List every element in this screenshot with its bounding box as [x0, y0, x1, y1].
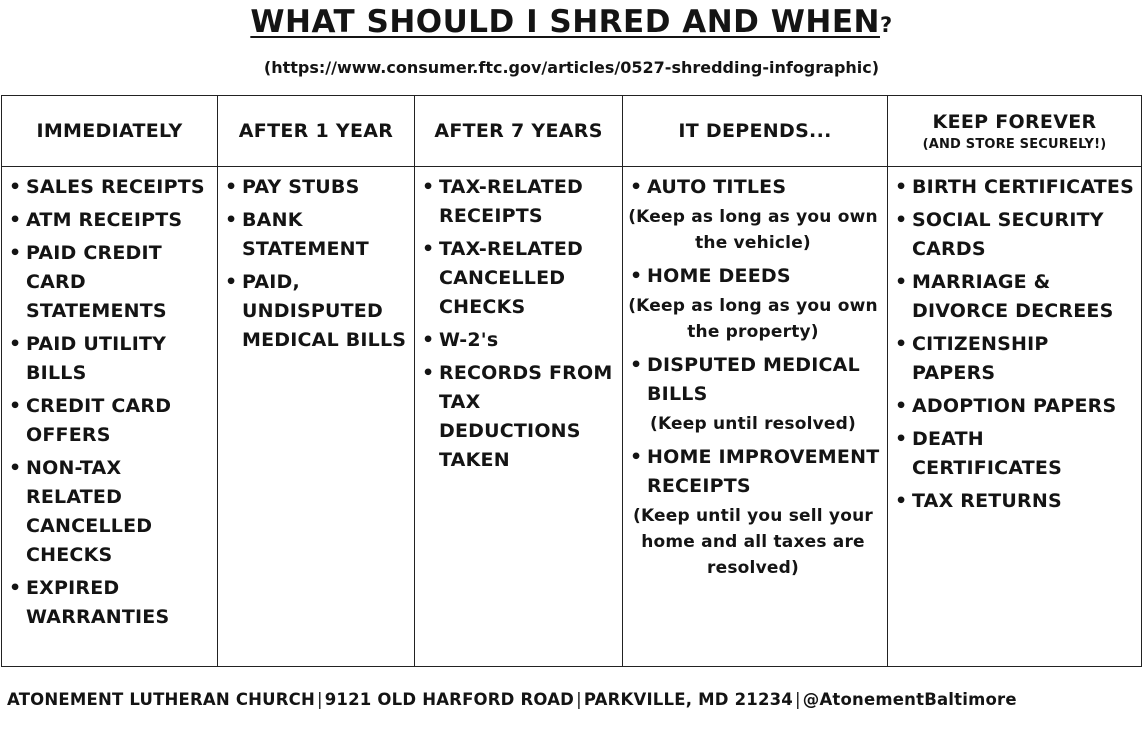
list-item — [623, 173, 883, 202]
bullet-icon: • — [895, 209, 908, 231]
column-heading-immediately — [2, 96, 218, 167]
heading-text: KEEP FOREVER — [932, 110, 1097, 133]
list-item — [888, 392, 1137, 421]
heading-text: AFTER 1 YEAR — [238, 120, 394, 142]
church-name: ATONEMENT LUTHERAN CHURCH — [7, 690, 315, 709]
bullet-icon: • — [9, 333, 22, 355]
list-item — [415, 173, 618, 231]
bullet-icon: • — [225, 271, 238, 293]
item-note — [623, 411, 883, 437]
heading-subtitle: (AND STORE SECURELY!) — [922, 136, 1107, 152]
column-cell-after-1-year — [218, 167, 415, 667]
item-text: RECORDS FROM TAX DEDUCTIONS TAKEN — [439, 362, 613, 471]
bullet-icon: • — [630, 265, 643, 287]
list-item — [888, 268, 1137, 326]
bullet-icon: • — [225, 176, 238, 198]
footer-separator: | — [316, 690, 323, 709]
source-link[interactable]: (https://www.consumer.ftc.gov/articles/0527-shredding-infographic) — [263, 58, 880, 77]
item-text: (Keep as long as you own the property) — [628, 296, 878, 342]
bullet-icon: • — [225, 209, 238, 231]
bullet-icon: • — [9, 395, 22, 417]
item-text: PAY STUBS — [242, 176, 360, 198]
item-note — [623, 204, 883, 256]
item-text: PAID CREDIT CARD STATEMENTS — [26, 242, 167, 322]
bullet-icon: • — [895, 428, 908, 450]
item-text: PAID, UNDISPUTED MEDICAL BILLS — [242, 271, 407, 351]
bullet-icon: • — [9, 209, 22, 231]
bullet-icon: • — [9, 457, 22, 479]
shredding-schedule-table — [1, 95, 1142, 667]
social-handle[interactable]: @AtonementBaltimore — [802, 690, 1017, 709]
item-text: (Keep until resolved) — [650, 414, 856, 434]
item-text: MARRIAGE & DIVORCE DECREES — [912, 271, 1114, 322]
list-item — [2, 574, 213, 632]
item-text: TAX RETURNS — [912, 490, 1062, 512]
list-item — [415, 359, 618, 475]
list-item — [415, 326, 618, 355]
bullet-icon: • — [422, 329, 435, 351]
item-text: HOME DEEDS — [647, 265, 791, 287]
column-cell-after-7-years — [415, 167, 623, 667]
bullet-icon: • — [9, 176, 22, 198]
bullet-icon: • — [895, 490, 908, 512]
item-text: (Keep until you sell your home and all taxes are resolved) — [633, 506, 873, 578]
item-text: NON-TAX RELATED CANCELLED CHECKS — [26, 457, 153, 566]
title-question-mark: ? — [879, 13, 893, 37]
bullet-icon: • — [895, 395, 908, 417]
list-item — [888, 330, 1137, 388]
list-item — [2, 206, 213, 235]
item-list — [623, 167, 887, 581]
item-text: DISPUTED MEDICAL BILLS — [647, 354, 860, 405]
column-heading-after-7-years — [415, 96, 623, 167]
bullet-icon: • — [422, 362, 435, 384]
table-header-row — [2, 96, 1142, 167]
bullet-icon: • — [895, 271, 908, 293]
list-item — [218, 173, 410, 202]
item-note — [623, 503, 883, 581]
column-heading-keep-forever — [888, 96, 1142, 167]
bullet-icon: • — [9, 242, 22, 264]
item-text: CREDIT CARD OFFERS — [26, 395, 172, 446]
list-item — [2, 392, 213, 450]
list-item — [2, 330, 213, 388]
item-text: ADOPTION PAPERS — [912, 395, 1117, 417]
list-item — [888, 173, 1137, 202]
item-text: TAX-RELATED RECEIPTS — [439, 176, 584, 227]
footer-separator: | — [576, 690, 582, 709]
item-text: (Keep as long as you own the vehicle) — [628, 207, 878, 253]
heading-text: IT DEPENDS... — [678, 120, 832, 142]
bullet-icon: • — [422, 176, 435, 198]
column-cell-it-depends — [623, 167, 888, 667]
bullet-icon: • — [9, 577, 22, 599]
list-item — [415, 235, 618, 322]
heading-text: IMMEDIATELY — [36, 120, 183, 142]
item-text: CITIZENSHIP PAPERS — [912, 333, 1049, 384]
footer-separator: | — [794, 690, 801, 709]
list-item — [888, 425, 1137, 483]
list-item — [2, 239, 213, 326]
list-item — [2, 454, 213, 570]
footer — [7, 690, 1143, 709]
bullet-icon: • — [422, 238, 435, 260]
list-item — [888, 487, 1137, 516]
heading-text: AFTER 7 YEARS — [434, 120, 603, 142]
item-text: DEATH CERTIFICATES — [912, 428, 1062, 479]
bullet-icon: • — [895, 333, 908, 355]
item-list — [2, 167, 217, 632]
item-text: HOME IMPROVEMENT RECEIPTS — [647, 446, 880, 497]
item-text: TAX-RELATED CANCELLED CHECKS — [439, 238, 584, 318]
bullet-icon: • — [895, 176, 908, 198]
list-item — [218, 206, 410, 264]
item-note — [623, 293, 883, 345]
church-address: 9121 OLD HARFORD ROAD — [324, 690, 575, 709]
item-text: PAID UTILITY BILLS — [26, 333, 167, 384]
list-item — [623, 443, 883, 501]
list-item — [623, 262, 883, 291]
item-text: AUTO TITLES — [647, 176, 787, 198]
page-title — [0, 4, 1143, 40]
column-cell-keep-forever — [888, 167, 1142, 667]
item-text: BIRTH CERTIFICATES — [912, 176, 1134, 198]
column-heading-after-1-year — [218, 96, 415, 167]
item-list — [415, 167, 622, 475]
column-cell-immediately — [2, 167, 218, 667]
table-body-row — [2, 167, 1142, 667]
column-heading-it-depends — [623, 96, 888, 167]
title-text: WHAT SHOULD I SHRED AND WHEN — [250, 4, 880, 40]
item-list — [888, 167, 1141, 516]
bullet-icon: • — [630, 354, 643, 376]
item-list — [218, 167, 414, 355]
item-text: EXPIRED WARRANTIES — [26, 577, 170, 628]
item-text: SOCIAL SECURITY CARDS — [912, 209, 1104, 260]
bullet-icon: • — [630, 446, 643, 468]
church-city: PARKVILLE, MD 21234 — [583, 690, 793, 709]
list-item — [888, 206, 1137, 264]
item-text: ATM RECEIPTS — [26, 209, 183, 231]
item-text: SALES RECEIPTS — [26, 176, 205, 198]
item-text: W-2's — [439, 329, 499, 351]
item-text: BANK STATEMENT — [242, 209, 369, 260]
list-item — [623, 351, 883, 409]
bullet-icon: • — [630, 176, 643, 198]
list-item — [2, 173, 213, 202]
list-item — [218, 268, 410, 355]
